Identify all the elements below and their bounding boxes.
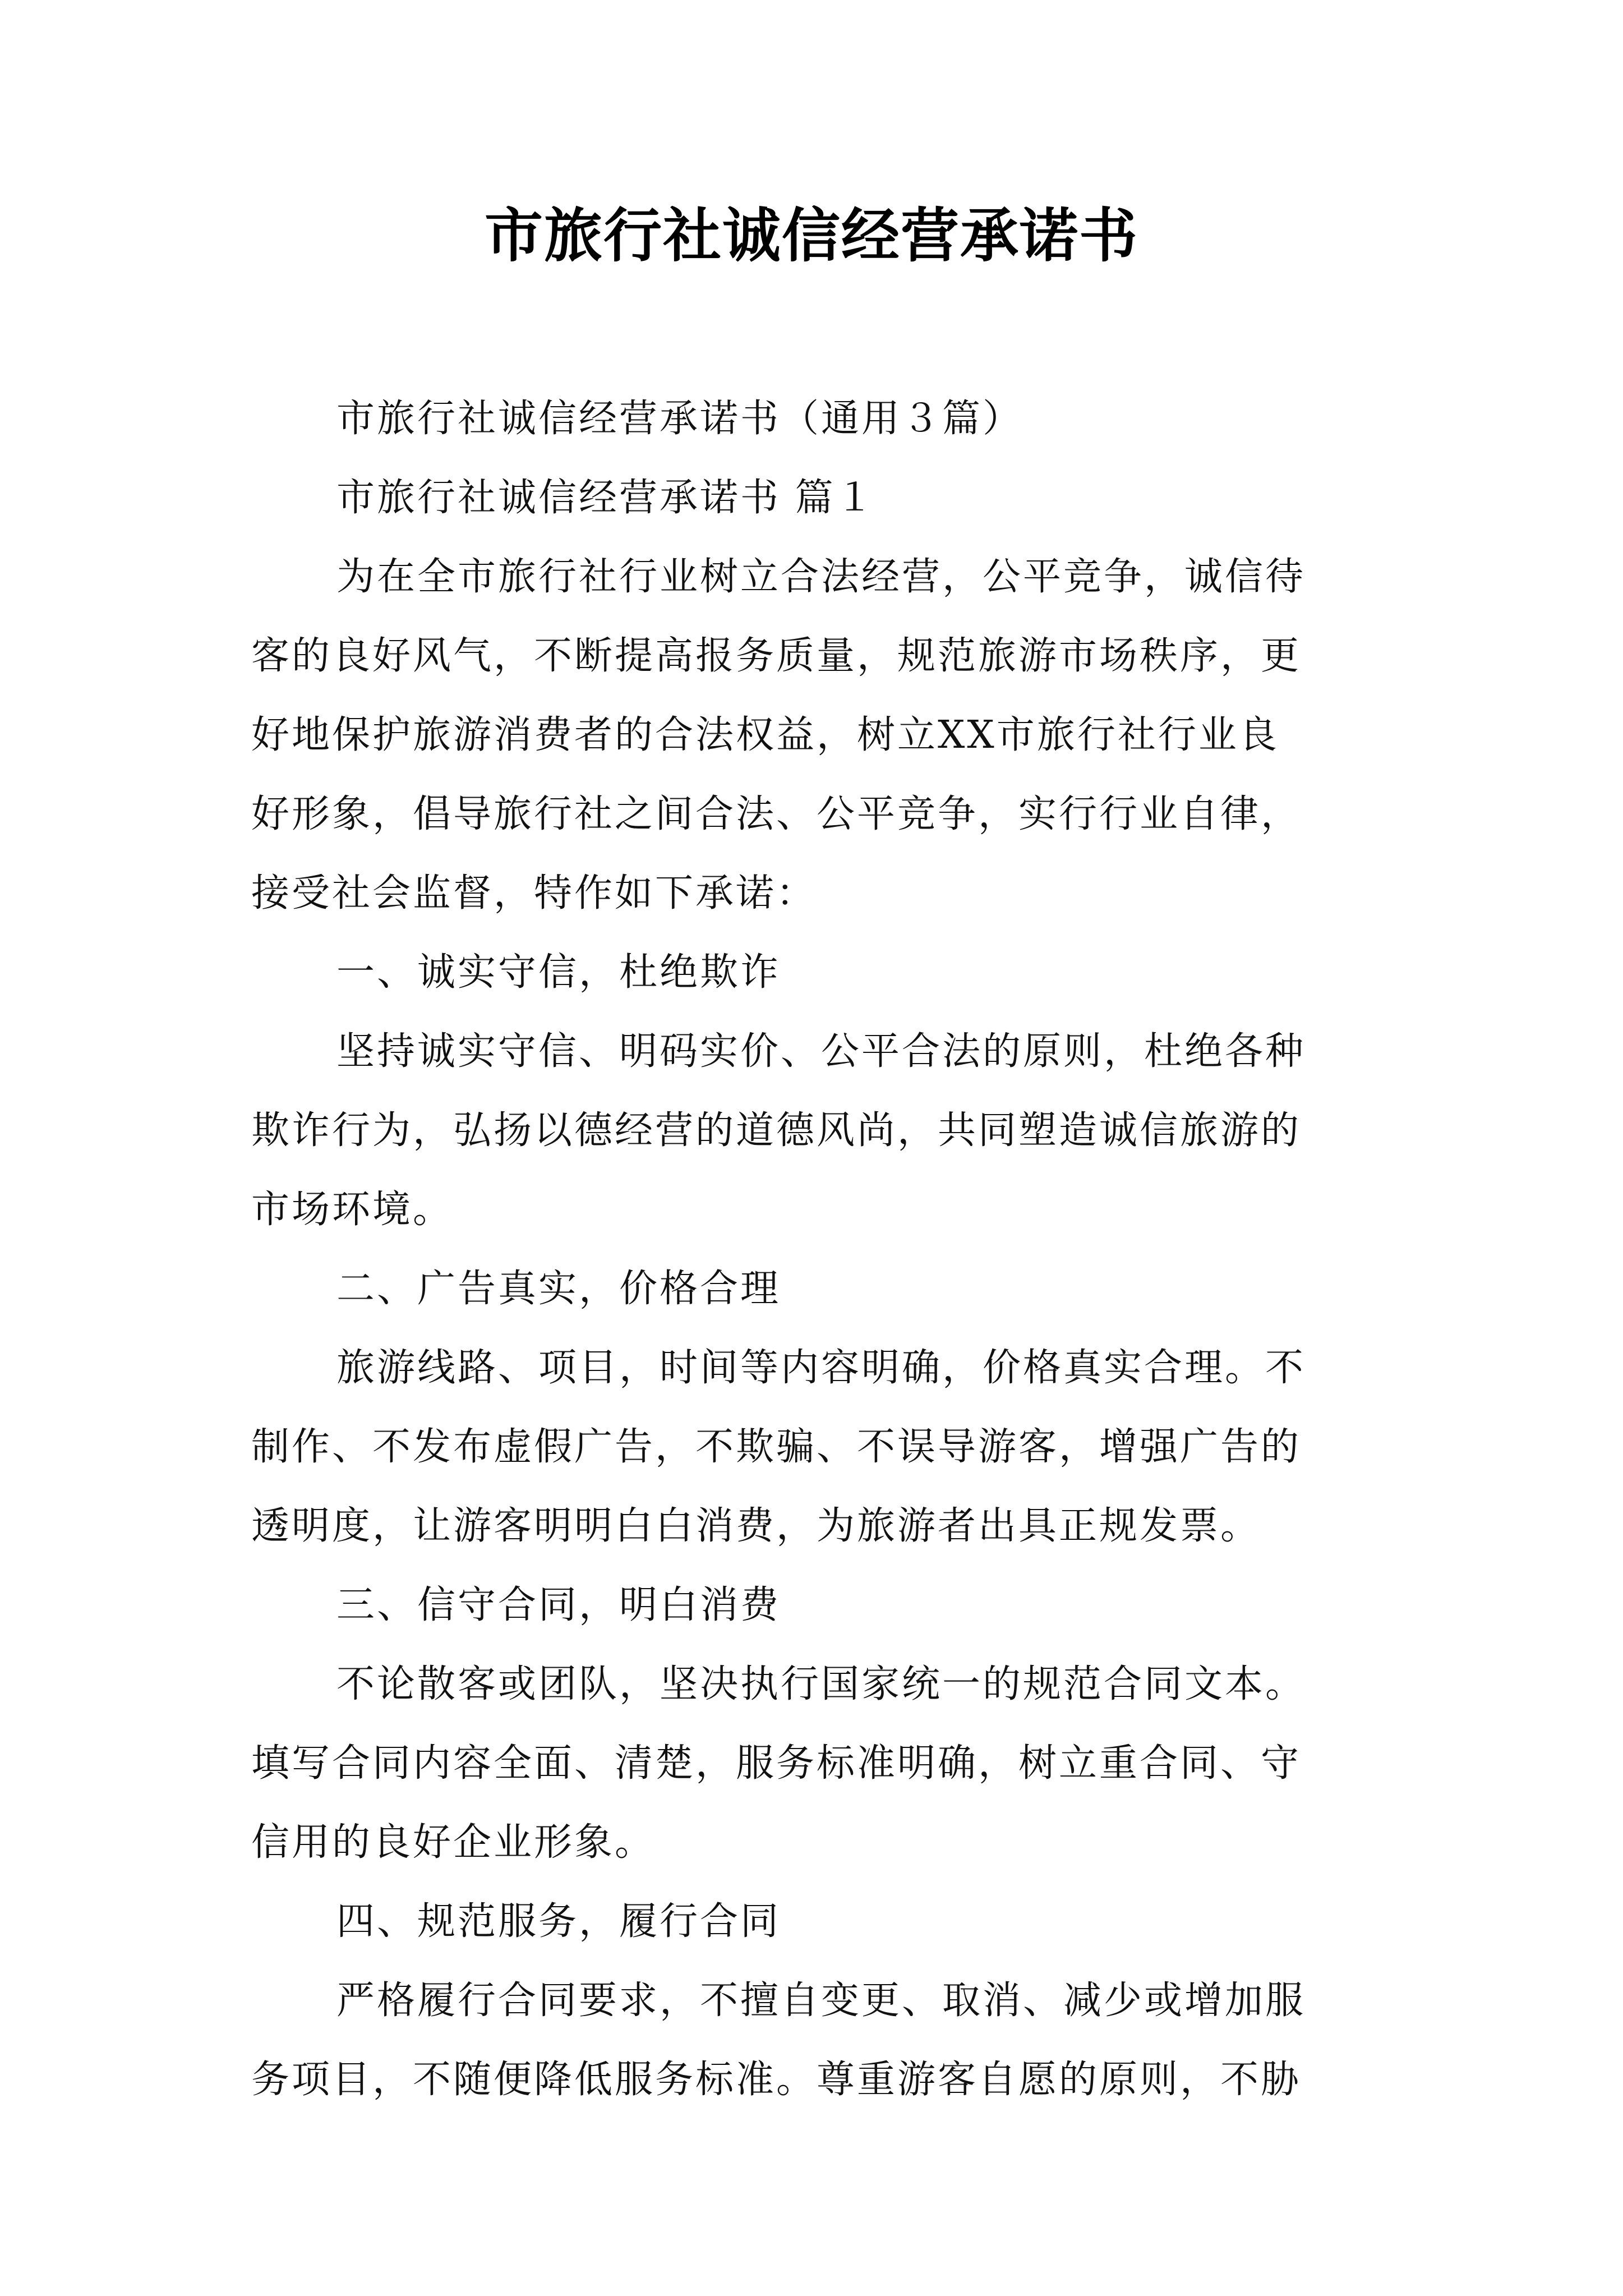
body-line: 制作、不发布虚假广告，不欺骗、不误导游客，增强广告的 [251, 1425, 1302, 1469]
document-title: 市旅行社诚信经营承诺书 [484, 201, 1138, 270]
body-line: 好地保护旅游消费者的合法权益，树立XX市旅行社行业良 [251, 713, 1279, 757]
document-body [251, 379, 1395, 2119]
body-line: 不论散客或团队，坚决执行国家统一的规范合同文本。 [336, 1662, 1306, 1706]
body-line: 信用的良好企业形象。 [251, 1820, 656, 1865]
body-line: 好形象，倡导旅行社之间合法、公平竞争，实行行业自律， [251, 792, 1302, 836]
body-line: 一、诚实守信，杜绝欺诈 [336, 950, 781, 995]
body-line: 市旅行社诚信经营承诺书 篇１ [336, 476, 876, 520]
body-line: 二、广告真实，价格合理 [336, 1267, 781, 1311]
body-line: 透明度，让游客明明白白消费，为旅游者出具正规发票。 [251, 1504, 1261, 1548]
body-line: 旅游线路、项目，时间等内容明确，价格真实合理。不 [336, 1346, 1306, 1390]
body-line: 坚持诚实守信、明码实价、公平合法的原则，杜绝各种 [336, 1029, 1306, 1074]
body-line: 填写合同内容全面、清楚，服务标准明确，树立重合同、守 [251, 1741, 1302, 1786]
body-line: 严格履行合同要求，不擅自变更、取消、减少或增加服 [336, 1978, 1306, 2023]
body-line: 四、规范服务，履行合同 [336, 1899, 781, 1944]
body-line: 客的良好风气，不断提高报务质量，规范旅游市场秩序，更 [251, 634, 1302, 678]
body-line: 市旅行社诚信经营承诺书（通用３篇） [336, 397, 1023, 441]
body-line: 欺诈行为，弘扬以德经营的道德风尚，共同塑造诚信旅游的 [251, 1108, 1302, 1153]
body-line: 市场环境。 [251, 1188, 454, 1232]
body-line: 三、信守合同，明白消费 [336, 1583, 781, 1627]
body-line: 务项目，不随便降低服务标准。尊重游客自愿的原则，不胁 [251, 2058, 1302, 2102]
body-line: 为在全市旅行社行业树立合法经营，公平竞争，诚信待 [336, 555, 1306, 599]
body-line: 接受社会监督，特作如下承诺： [251, 871, 817, 915]
